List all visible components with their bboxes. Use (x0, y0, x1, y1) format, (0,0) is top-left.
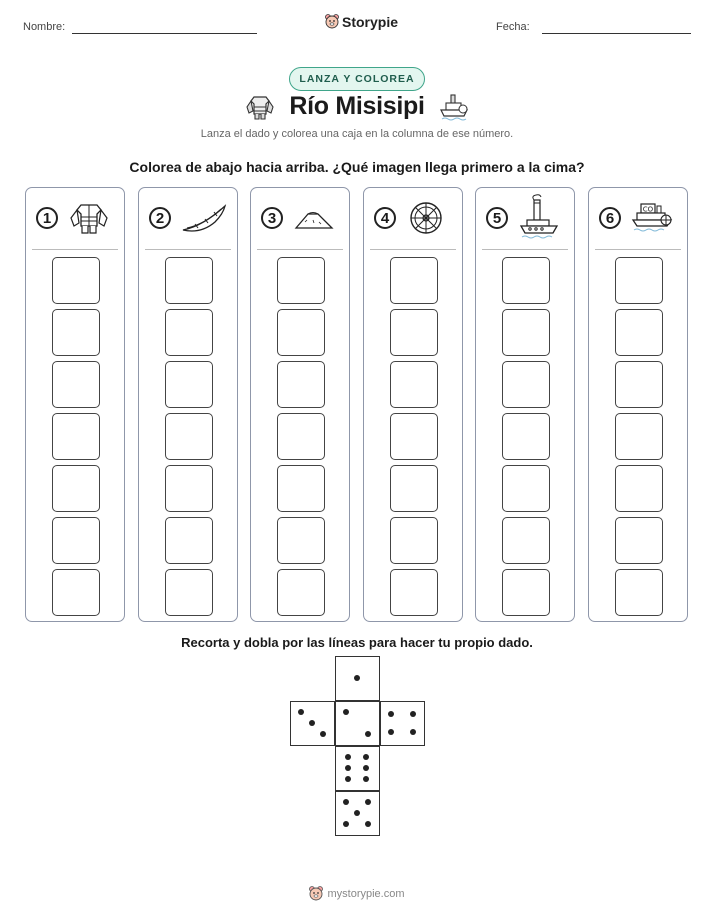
die-pip (354, 810, 360, 816)
riverboat-icon (631, 200, 675, 236)
color-box[interactable] (277, 569, 325, 616)
steamboat-icon (439, 93, 469, 121)
column-number: 6 (599, 207, 621, 229)
column-divider (595, 249, 681, 250)
name-line (72, 33, 257, 34)
color-box[interactable] (615, 361, 663, 408)
color-box[interactable] (277, 257, 325, 304)
color-box[interactable] (277, 465, 325, 512)
activity-badge: LANZA Y COLOREA (289, 67, 424, 91)
column-divider (370, 249, 456, 250)
die-pip (298, 709, 304, 715)
color-box[interactable] (502, 465, 550, 512)
date-label: Fecha: (496, 21, 530, 33)
color-box[interactable] (390, 361, 438, 408)
title-row (0, 92, 714, 121)
color-box[interactable] (52, 517, 100, 564)
die-instruction: Recorta y dobla por las líneas para hacer tu propio dado. (181, 635, 533, 650)
color-box[interactable] (165, 257, 213, 304)
steamboat-icon (518, 194, 560, 240)
color-box[interactable] (165, 517, 213, 564)
color-box[interactable] (165, 309, 213, 356)
subtitle: Lanza el dado y colorea una caja en la columna de ese número. (200, 128, 514, 140)
color-box[interactable] (277, 361, 325, 408)
color-box[interactable] (502, 361, 550, 408)
color-box[interactable] (615, 517, 663, 564)
column-number: 1 (36, 207, 58, 229)
die-face-3 (290, 701, 335, 746)
color-box[interactable] (52, 361, 100, 408)
color-box[interactable] (165, 413, 213, 460)
color-box[interactable] (390, 569, 438, 616)
color-box[interactable] (277, 309, 325, 356)
die-pip (363, 776, 369, 782)
color-box[interactable] (390, 309, 438, 356)
color-box[interactable] (615, 309, 663, 356)
column-1 (25, 187, 125, 622)
footer-url: mystorypie.com (327, 888, 405, 900)
color-box[interactable] (165, 465, 213, 512)
die-pip (363, 765, 369, 771)
color-box[interactable] (390, 257, 438, 304)
color-box[interactable] (615, 413, 663, 460)
color-box[interactable] (277, 413, 325, 460)
armor-icon (245, 93, 275, 121)
column-divider (145, 249, 231, 250)
column-number: 3 (261, 207, 283, 229)
die-pip (320, 731, 326, 737)
color-box[interactable] (52, 569, 100, 616)
die-face-2 (335, 701, 380, 746)
bear-icon (309, 886, 323, 902)
column-2 (138, 187, 238, 622)
color-box[interactable] (390, 517, 438, 564)
column-6 (588, 187, 688, 622)
column-number: 2 (149, 207, 171, 229)
die-pip (343, 821, 349, 827)
color-box[interactable] (52, 413, 100, 460)
die-pip (365, 799, 371, 805)
footer (309, 886, 404, 902)
color-box[interactable] (615, 465, 663, 512)
column-divider (32, 249, 118, 250)
die-pip (345, 765, 351, 771)
color-box[interactable] (502, 569, 550, 616)
color-box[interactable] (52, 465, 100, 512)
die-pip (388, 711, 394, 717)
column-number: 5 (486, 207, 508, 229)
column-number: 4 (374, 207, 396, 229)
color-box[interactable] (165, 569, 213, 616)
color-box[interactable] (502, 517, 550, 564)
die-pip (345, 776, 351, 782)
color-box[interactable] (52, 309, 100, 356)
column-divider (482, 249, 568, 250)
coloring-instruction: Colorea de abajo hacia arriba. ¿Qué imagen llega primero a la cima? (129, 159, 585, 175)
page-title: Río Misisipi (289, 92, 425, 120)
die-pip (343, 799, 349, 805)
die-pip (363, 754, 369, 760)
paddle-wheel-icon (406, 200, 448, 236)
riverboat-label: CO (642, 205, 654, 214)
color-box[interactable] (165, 361, 213, 408)
die-pip (410, 711, 416, 717)
die-face-1 (335, 656, 380, 701)
die-pip (345, 754, 351, 760)
column-4 (363, 187, 463, 622)
die-pip (388, 729, 394, 735)
die-face-5 (335, 791, 380, 836)
die-pip (343, 709, 349, 715)
canoe-icon (181, 200, 227, 236)
die-face-4 (380, 701, 425, 746)
die-face-6 (335, 746, 380, 791)
column-3 (250, 187, 350, 622)
color-box[interactable] (502, 309, 550, 356)
color-box[interactable] (502, 257, 550, 304)
color-box[interactable] (502, 413, 550, 460)
color-box[interactable] (52, 257, 100, 304)
die-pip (354, 675, 360, 681)
date-line (542, 33, 691, 34)
column-5 (475, 187, 575, 622)
color-box[interactable] (390, 413, 438, 460)
color-box[interactable] (615, 257, 663, 304)
die-pip (309, 720, 315, 726)
armor-icon (68, 200, 110, 236)
die-pip (410, 729, 416, 735)
name-label: Nombre: (23, 21, 66, 33)
mound-icon (293, 200, 335, 236)
column-divider (257, 249, 343, 250)
color-box[interactable] (615, 569, 663, 616)
color-box[interactable] (277, 517, 325, 564)
brand-logo (325, 14, 398, 30)
die-pip (365, 731, 371, 737)
brand-name: Storypie (342, 14, 399, 30)
bear-icon (325, 14, 339, 30)
die-pip (365, 821, 371, 827)
color-box[interactable] (390, 465, 438, 512)
